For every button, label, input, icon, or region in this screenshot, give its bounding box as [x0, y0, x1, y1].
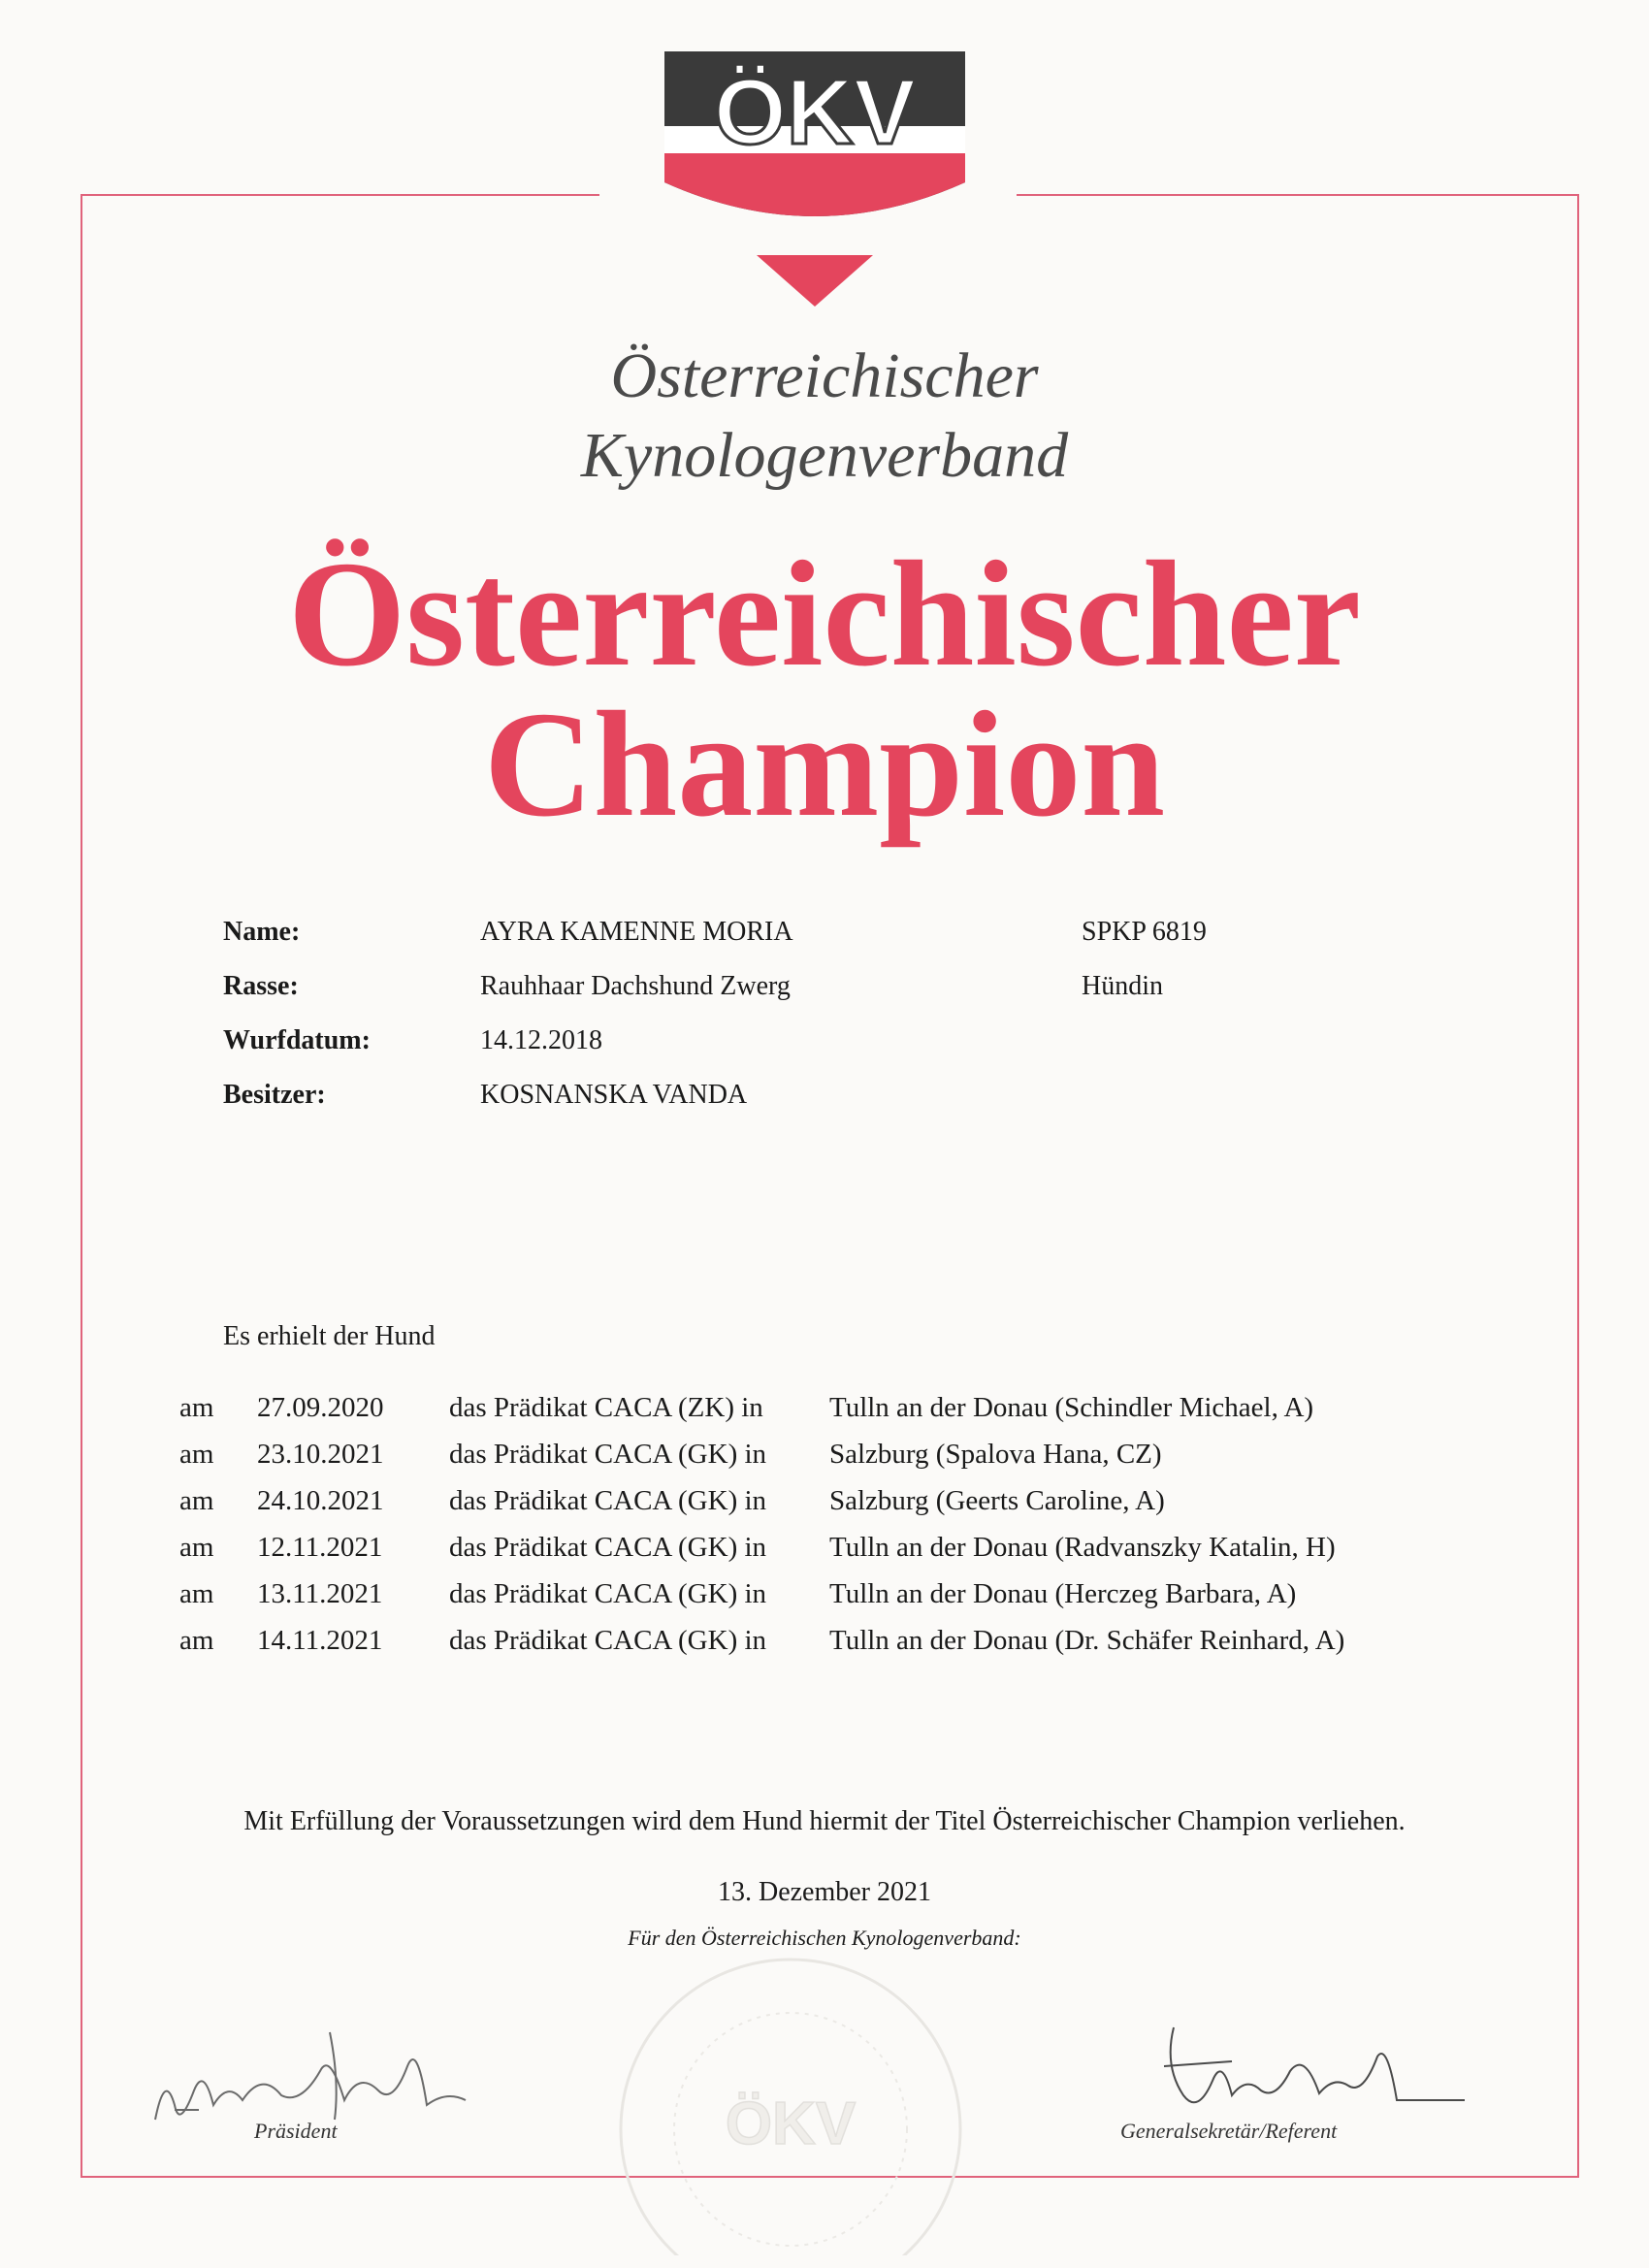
award-am: am [179, 1485, 214, 1516]
award-date: 24.10.2021 [257, 1485, 384, 1516]
award-location: Tulln an der Donau (Dr. Schäfer Reinhard, A) [829, 1625, 1345, 1656]
owner-value: KOSNANSKA VANDA [480, 1080, 748, 1110]
award-date: 23.10.2021 [257, 1439, 384, 1470]
award-am: am [179, 1392, 214, 1423]
issue-date: 13. Dezember 2021 [717, 1877, 932, 1907]
award-predicate: das Prädikat CACA (GK) in [449, 1625, 767, 1656]
award-predicate: das Prädikat CACA (ZK) in [449, 1392, 763, 1423]
award-location: Salzburg (Geerts Caroline, A) [829, 1485, 1165, 1516]
award-location: Tulln an der Donau (Herczeg Barbara, A) [829, 1578, 1297, 1609]
org-name-line2: Kynologenverband [580, 420, 1069, 491]
award-row [179, 1625, 1440, 1671]
org-name-line1: Österreichischer [610, 340, 1039, 411]
award-row [179, 1532, 1440, 1578]
reg-number: SPKP 6819 [1082, 917, 1207, 947]
for-line: Für den Österreichischen Kynologenverband: [628, 1926, 1021, 1950]
secretary-label: Generalsekretär/Referent [1120, 2119, 1338, 2143]
award-am: am [179, 1578, 214, 1609]
award-date: 27.09.2020 [257, 1392, 384, 1423]
award-am: am [179, 1532, 214, 1563]
summary-text: Mit Erfüllung der Voraussetzungen wird dem Hund hiermit der Titel Österreichischer Champion verliehen. [243, 1806, 1406, 1836]
award-predicate: das Prädikat CACA (GK) in [449, 1485, 767, 1516]
award-location: Tulln an der Donau (Schindler Michael, A) [829, 1392, 1314, 1423]
owner-label: Besitzer: [223, 1080, 326, 1110]
birth-value: 14.12.2018 [480, 1025, 602, 1055]
award-predicate: das Prädikat CACA (GK) in [449, 1578, 767, 1609]
award-date: 12.11.2021 [257, 1532, 383, 1563]
award-predicate: das Prädikat CACA (GK) in [449, 1439, 767, 1470]
breed-label: Rasse: [223, 971, 299, 1001]
awards-list [179, 1392, 1440, 1671]
sex-value: Hündin [1082, 971, 1163, 1001]
title-line1: Österreichischer [287, 530, 1361, 697]
intro-text: Es erhielt der Hund [223, 1321, 436, 1351]
award-am: am [179, 1439, 214, 1470]
name-value: AYRA KAMENNE MORIA [480, 917, 793, 947]
birth-label: Wurfdatum: [223, 1025, 371, 1055]
award-date: 13.11.2021 [257, 1578, 383, 1609]
embossed-seal [606, 1945, 975, 2255]
award-date: 14.11.2021 [257, 1625, 383, 1656]
award-am: am [179, 1625, 214, 1656]
seal-center-text: ÖKV [725, 2090, 857, 2157]
award-location: Salzburg (Spalova Hana, CZ) [829, 1439, 1162, 1470]
award-predicate: das Prädikat CACA (GK) in [449, 1532, 767, 1563]
award-row [179, 1439, 1440, 1485]
okv-logo [660, 47, 970, 323]
name-label: Name: [223, 917, 301, 947]
title-line2: Champion [483, 680, 1166, 848]
breed-value: Rauhhaar Dachshund Zwerg [480, 971, 791, 1001]
president-label: Präsident [254, 2119, 338, 2143]
award-row [179, 1485, 1440, 1532]
logo-text: ÖKV [713, 60, 917, 164]
award-row [179, 1578, 1440, 1625]
award-row [179, 1392, 1440, 1439]
award-location: Tulln an der Donau (Radvanszky Katalin, H) [829, 1532, 1336, 1563]
